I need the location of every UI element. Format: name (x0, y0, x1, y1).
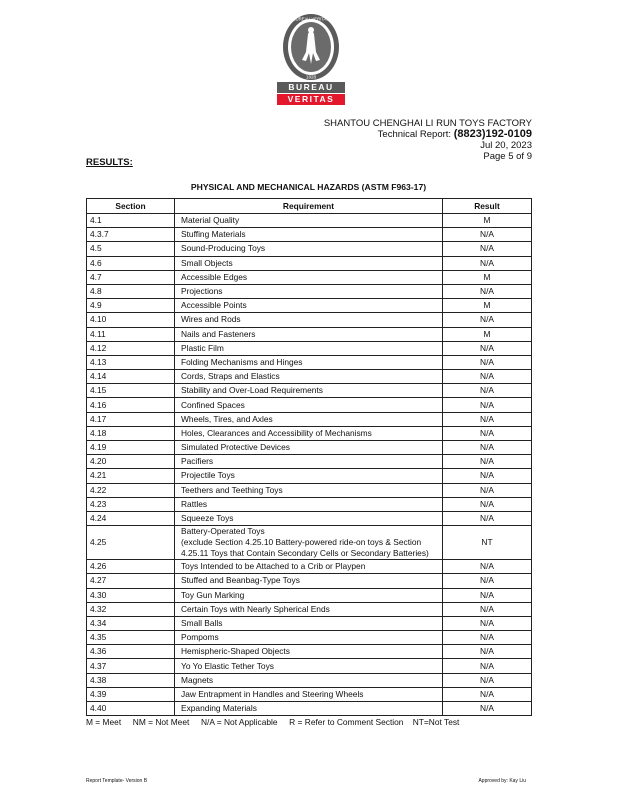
result-legend: M = Meet NM = Not Meet N/A = Not Applicable R = Refer to Comment Section NT=Not Test (86, 717, 460, 727)
footer-template-version: Report Template- Version B (86, 778, 148, 784)
col-header-section: Section (87, 199, 175, 214)
table-row (87, 228, 532, 242)
cell-section: 4.11 (87, 327, 175, 341)
table-row (87, 370, 532, 384)
table-row (87, 426, 532, 440)
results-table (86, 198, 532, 716)
cell-section: 4.21 (87, 469, 175, 483)
table-row (87, 602, 532, 616)
table-row (87, 355, 532, 369)
table-body (87, 214, 532, 716)
table-row (87, 560, 532, 574)
cell-result: N/A (443, 616, 532, 630)
table-row (87, 398, 532, 412)
cell-requirement: Wires and Rods (175, 313, 443, 327)
cell-result: N/A (443, 560, 532, 574)
table-row (87, 341, 532, 355)
cell-requirement: Material Quality (175, 214, 443, 228)
cell-requirement: Battery-Operated Toys (exclude Section 4.25.10 Battery-powered ride-on toys & Section 4.25.11 Toys that Contain Secondary Cells or Secondary Batteries) (175, 526, 443, 560)
report-date: Jul 20, 2023 (480, 140, 532, 151)
cell-result: N/A (443, 483, 532, 497)
table-row (87, 631, 532, 645)
report-header (324, 118, 532, 162)
table-row (87, 702, 532, 716)
cell-requirement: Toy Gun Marking (175, 588, 443, 602)
cell-requirement: Jaw Entrapment in Handles and Steering Wheels (175, 687, 443, 701)
table-row (87, 526, 532, 560)
cell-section: 4.12 (87, 341, 175, 355)
cell-requirement: Small Objects (175, 256, 443, 270)
table-row (87, 469, 532, 483)
cell-requirement: Wheels, Tires, and Axles (175, 412, 443, 426)
cell-section: 4.34 (87, 616, 175, 630)
cell-section: 4.5 (87, 242, 175, 256)
table-title: PHYSICAL AND MECHANICAL HAZARDS (ASTM F963-17) (190, 182, 427, 192)
cell-section: 4.18 (87, 426, 175, 440)
cell-section: 4.39 (87, 687, 175, 701)
cell-result: N/A (443, 256, 532, 270)
table-row (87, 483, 532, 497)
cell-requirement: Simulated Protective Devices (175, 441, 443, 455)
cell-result: N/A (443, 588, 532, 602)
cell-requirement: Folding Mechanisms and Hinges (175, 355, 443, 369)
table-row (87, 256, 532, 270)
table-row (87, 455, 532, 469)
table-row (87, 270, 532, 284)
cell-requirement: Yo Yo Elastic Tether Toys (175, 659, 443, 673)
cell-section: 4.27 (87, 574, 175, 588)
cell-requirement: Accessible Points (175, 299, 443, 313)
cell-requirement: Pacifiers (175, 455, 443, 469)
cell-result: N/A (443, 687, 532, 701)
cell-requirement: Toys Intended to be Attached to a Crib or Playpen (175, 560, 443, 574)
cell-section: 4.38 (87, 673, 175, 687)
cell-section: 4.35 (87, 631, 175, 645)
cell-section: 4.8 (87, 284, 175, 298)
cell-result: N/A (443, 511, 532, 525)
logo-bar-veritas: VERITAS (277, 94, 345, 105)
table-row (87, 645, 532, 659)
table-row (87, 497, 532, 511)
cell-result: N/A (443, 659, 532, 673)
cell-result: NT (443, 526, 532, 560)
cell-requirement: Sound-Producing Toys (175, 242, 443, 256)
cell-section: 4.3.7 (87, 228, 175, 242)
table-row (87, 313, 532, 327)
table-row (87, 673, 532, 687)
table-row (87, 412, 532, 426)
table-row (87, 299, 532, 313)
cell-requirement: Plastic Film (175, 341, 443, 355)
cell-section: 4.37 (87, 659, 175, 673)
cell-section: 4.7 (87, 270, 175, 284)
cell-section: 4.20 (87, 455, 175, 469)
cell-requirement: Accessible Edges (175, 270, 443, 284)
col-header-requirement: Requirement (175, 199, 443, 214)
cell-result: N/A (443, 645, 532, 659)
results-heading: RESULTS: (86, 157, 133, 168)
table-row (87, 616, 532, 630)
cell-section: 4.19 (87, 441, 175, 455)
seal-emblem-icon (277, 12, 345, 82)
cell-requirement: Cords, Straps and Elastics (175, 370, 443, 384)
cell-result: N/A (443, 384, 532, 398)
table-row (87, 588, 532, 602)
cell-section: 4.6 (87, 256, 175, 270)
table-row (87, 327, 532, 341)
cell-section: 4.24 (87, 511, 175, 525)
cell-result: N/A (443, 455, 532, 469)
table-row (87, 284, 532, 298)
cell-requirement: Teethers and Teething Toys (175, 483, 443, 497)
cell-requirement: Rattles (175, 497, 443, 511)
cell-section: 4.15 (87, 384, 175, 398)
cell-requirement: Projections (175, 284, 443, 298)
cell-result: N/A (443, 602, 532, 616)
cell-section: 4.30 (87, 588, 175, 602)
cell-requirement: Pompoms (175, 631, 443, 645)
cell-section: 4.23 (87, 497, 175, 511)
cell-result: N/A (443, 469, 532, 483)
cell-result: M (443, 214, 532, 228)
cell-section: 4.1 (87, 214, 175, 228)
cell-result: N/A (443, 673, 532, 687)
cell-section: 4.22 (87, 483, 175, 497)
page-indicator: Page 5 of 9 (483, 151, 532, 162)
cell-result: N/A (443, 228, 532, 242)
cell-requirement: Small Balls (175, 616, 443, 630)
cell-result: M (443, 299, 532, 313)
cell-result: N/A (443, 702, 532, 716)
cell-result: N/A (443, 284, 532, 298)
cell-result: N/A (443, 412, 532, 426)
cell-requirement: Stuffing Materials (175, 228, 443, 242)
cell-requirement: Confined Spaces (175, 398, 443, 412)
cell-result: N/A (443, 441, 532, 455)
cell-section: 4.32 (87, 602, 175, 616)
cell-section: 4.36 (87, 645, 175, 659)
table-row (87, 441, 532, 455)
cell-requirement: Stability and Over-Load Requirements (175, 384, 443, 398)
cell-requirement: Nails and Fasteners (175, 327, 443, 341)
cell-result: N/A (443, 313, 532, 327)
table-row (87, 687, 532, 701)
table-row (87, 384, 532, 398)
table-row (87, 574, 532, 588)
footer-approved-by: Approved by: Kay Liu (478, 778, 526, 784)
cell-result: N/A (443, 242, 532, 256)
bureau-veritas-logo (277, 12, 345, 105)
cell-section: 4.17 (87, 412, 175, 426)
table-header-row (87, 199, 532, 214)
cell-result: N/A (443, 574, 532, 588)
report-number-line (324, 129, 532, 140)
cell-requirement: Projectile Toys (175, 469, 443, 483)
cell-requirement: Expanding Materials (175, 702, 443, 716)
cell-result: N/A (443, 370, 532, 384)
cell-section: 4.9 (87, 299, 175, 313)
company-name: SHANTOU CHENGHAI LI RUN TOYS FACTORY (323, 118, 532, 129)
cell-section: 4.26 (87, 560, 175, 574)
report-number: (8823)192-0109 (453, 128, 532, 140)
cell-result: N/A (443, 426, 532, 440)
cell-section: 4.13 (87, 355, 175, 369)
cell-section: 4.40 (87, 702, 175, 716)
col-header-result: Result (443, 199, 532, 214)
cell-requirement: Certain Toys with Nearly Spherical Ends (175, 602, 443, 616)
seal-ring-text: BUREAU VERITAS (292, 16, 330, 22)
logo-bar-bureau: BUREAU (277, 82, 345, 93)
cell-result: N/A (443, 341, 532, 355)
cell-result: M (443, 327, 532, 341)
cell-requirement: Stuffed and Beanbag-Type Toys (175, 574, 443, 588)
cell-result: N/A (443, 398, 532, 412)
table-row (87, 659, 532, 673)
cell-section: 4.25 (87, 526, 175, 560)
cell-requirement: Holes, Clearances and Accessibility of Mechanisms (175, 426, 443, 440)
table-row (87, 511, 532, 525)
cell-result: M (443, 270, 532, 284)
cell-section: 4.10 (87, 313, 175, 327)
cell-result: N/A (443, 631, 532, 645)
cell-requirement: Squeeze Toys (175, 511, 443, 525)
cell-section: 4.16 (87, 398, 175, 412)
cell-requirement: Magnets (175, 673, 443, 687)
cell-requirement: Hemispheric-Shaped Objects (175, 645, 443, 659)
cell-result: N/A (443, 355, 532, 369)
table-row (87, 242, 532, 256)
cell-section: 4.14 (87, 370, 175, 384)
report-label: Technical Report: (377, 129, 454, 140)
seal-year: 1828 (305, 74, 317, 80)
cell-result: N/A (443, 497, 532, 511)
table-row (87, 214, 532, 228)
